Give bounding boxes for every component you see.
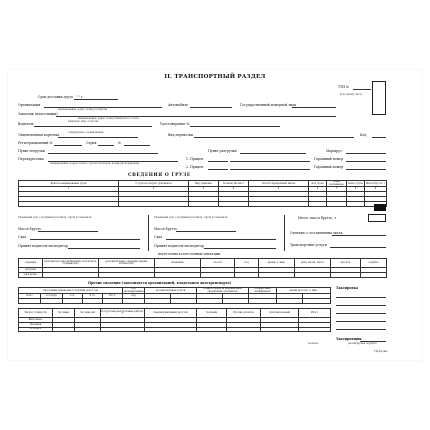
handed-over-field[interactable] bbox=[30, 239, 140, 240]
driver-accepted-label: Принял водитель-экспедитор bbox=[18, 244, 68, 248]
col-number: 1 bbox=[19, 187, 119, 192]
taxation-signer-label: Таксировщик bbox=[336, 337, 362, 341]
driver-label: Водитель bbox=[18, 122, 34, 126]
col-number: 3 bbox=[189, 187, 219, 192]
license-no-field[interactable] bbox=[190, 126, 280, 127]
form-number: ТМ-формы bbox=[374, 350, 388, 353]
unloading-point-field[interactable] bbox=[240, 153, 306, 154]
cargo-table bbox=[18, 180, 387, 207]
garage-no-label-2: Гаражный номер bbox=[314, 165, 344, 169]
license-no-label: Удостоверение № bbox=[160, 122, 190, 126]
code-field[interactable] bbox=[372, 137, 386, 138]
delivery-term-label: Срок доставки груза bbox=[38, 95, 73, 99]
handed-over-label: Сдал bbox=[18, 235, 27, 239]
gross-mass-label-2: Масса брутто bbox=[154, 227, 177, 231]
table-row[interactable]: К оплате bbox=[19, 327, 331, 332]
table-row[interactable]: разгрузка bbox=[19, 272, 387, 277]
col-number: 2 bbox=[119, 187, 189, 192]
reg-no-field[interactable] bbox=[54, 145, 82, 146]
cargo-header: Количество мест bbox=[219, 181, 249, 187]
trailer2-label: 2. Прицеп bbox=[186, 165, 204, 169]
acts-label: Отметки о составленных актах bbox=[290, 231, 343, 235]
driver-field[interactable] bbox=[34, 126, 152, 127]
delivery-term-value[interactable]: " " г. bbox=[76, 95, 84, 99]
route-field[interactable] bbox=[346, 153, 386, 154]
handed-over-field-2[interactable] bbox=[166, 239, 276, 240]
total-mass-label: Итого: масса брутто, т bbox=[298, 216, 337, 220]
handed-over-label-2: Сдал bbox=[154, 235, 163, 239]
driver-accepted-label-2: Принял водитель-экспедитор bbox=[154, 244, 204, 248]
organization-label: Организация bbox=[18, 103, 41, 107]
cargo-header: Номер контейнера bbox=[327, 181, 347, 187]
page-title: II. ТРАНСПОРТНЫЙ РАЗДЕЛ bbox=[164, 74, 266, 80]
cargo-header: Краткое наименование груза bbox=[19, 181, 119, 187]
col-number: 5 bbox=[249, 187, 309, 192]
ttn-label: ТТН № bbox=[338, 85, 350, 89]
cargo-header: Код груза bbox=[309, 181, 327, 187]
calc-table: Расчет стоимости За тонны За тонно-км Погрузочно-разгрузочные работы, т Сверхнормативный простой За время Прочие доплаты Дополнительный Итого Выполнено Расценка К оплате bbox=[18, 308, 331, 332]
cargo-header: Масса брутто, т bbox=[365, 181, 387, 187]
reg-no-label: Регистрационный № bbox=[18, 141, 53, 145]
loading-table: операция исполнитель (автомобильный, получатель, отправитель) дополнительные операции (время, количество) механизм способ код время, ч. мин. дата, месяц, число простоя подпись погрузка разгрузка bbox=[18, 258, 387, 278]
loading-point-field[interactable] bbox=[48, 153, 158, 154]
cargo-header: Класс груза bbox=[347, 181, 365, 187]
transport-type-label: Вид перевозки bbox=[168, 133, 193, 137]
table-row[interactable] bbox=[19, 201, 387, 206]
gross-mass-field[interactable] bbox=[38, 231, 98, 232]
license-card-field[interactable] bbox=[58, 137, 138, 138]
plate-field[interactable] bbox=[292, 107, 336, 108]
putlist-label: К путевому листу bbox=[340, 93, 363, 96]
loading-section-title: ПОГРУЗОЧНО-РАЗГРУЗОЧНЫЕ ОПЕРАЦИИ bbox=[158, 253, 221, 256]
payer-label: Заказчик (плательщик) bbox=[18, 112, 58, 116]
cargo-header: Способ определения массы bbox=[249, 181, 309, 187]
number-field[interactable] bbox=[124, 145, 150, 146]
waybill-sheet: II. ТРАНСПОРТНЫЙ РАЗДЕЛ ТТН № К путевому листу Срок доставки груза " " г. Организация наименование, адрес, номер телефона Автомобиль Государственный номерной знак Заказчик (плательщик) наименование, адрес, номер банковского счета Водитель фамилия, имя, отчество Удостоверение № Лицензионная карточка стандартная, ограниченная Вид перевозки Код Регистрационный № Серия № Пункт погрузки Пункт разгрузки Маршрут Переадресовка наименование и адрес нового грузополучателя, номер распоряжения 1. Прицеп 2. Прицеп Гаражный номер Гаражный номер СВЕДЕНИЯ О ГРУЗЕ Краткое наименование груза С грузом следуют документы Вид упаковки Количество мест Способ определения массы Код груза Номер контейнера Класс груза Масса брутто, т 1 2 3 4 5 6 7 8 9 Указанный груз с исправной пломбой, тарой и упаковкой Указанный груз с исправной пломбой, тарой и упаковкой Масса брутто Масса брутто Сдал Сдал Принял водитель-экспедитор Принял водитель-экспедитор Итого: масса брутто, т Отметки о составленных актах Транспортные услуги ПОГРУЗОЧНО-РАЗГРУЗОЧНЫЕ ОПЕРАЦИИ операция исполнитель (автомобильный, получатель, отправитель) дополнительные операции (время, количество) механизм способ код время, ч. мин. дата, месяц, число простоя подпись погрузка разгрузка Прочие сведения (заполняется организацией, владельцем автотранспорта) Расстояние перевозки по группам дорог, км код экспедирования за транспортные услуги сумма штрафа за неправильное оформление документов поправочный коэффициент время простоя, ч. мин. всего в городе I гр. II гр. III гр. код Таксировка Расчет стоимости За тонны За тонно-км Погрузочно-разгрузочные работы, т Сверхнормативный простой За время Прочие доплаты Дополнительный Итого Выполнено Расценка К оплате Таксировщик подпись расшифровка подписи ТМ-формы bbox=[8, 70, 422, 360]
acts-field[interactable] bbox=[332, 235, 386, 236]
redirect-label: Переадресовка bbox=[18, 157, 44, 161]
transport-services-label: Транспортные услуги bbox=[290, 243, 327, 247]
route-label: Маршрут bbox=[326, 149, 342, 153]
table-row[interactable]: погрузка bbox=[19, 268, 387, 273]
table-row[interactable] bbox=[19, 299, 331, 304]
series-field[interactable] bbox=[98, 145, 114, 146]
col-number: 6 bbox=[309, 187, 327, 192]
mass-total-marker bbox=[374, 204, 386, 211]
col-number: 7 bbox=[327, 187, 347, 192]
total-mass-box[interactable] bbox=[368, 214, 386, 222]
ttn-field[interactable] bbox=[353, 89, 371, 90]
plate-label: Государственный номерной знак bbox=[240, 103, 297, 107]
sealed-cargo-label: Указанный груз с исправной пломбой, тарой и упаковкой bbox=[18, 216, 92, 219]
services-section-title: Прочие сведения (заполняется организацией, владельцем автотранспорта) bbox=[88, 281, 232, 285]
ttn-box bbox=[372, 81, 386, 115]
driver-accepted-field-2[interactable] bbox=[204, 248, 276, 249]
garage-no-field-2[interactable] bbox=[346, 169, 386, 170]
unloading-point-label: Пункт разгрузки bbox=[208, 149, 237, 153]
trailer1-label: 1. Прицеп bbox=[186, 157, 204, 161]
taxation-label: Таксировка bbox=[336, 286, 358, 290]
loading-point-label: Пункт погрузки bbox=[18, 149, 46, 153]
cargo-section-title: СВЕДЕНИЯ О ГРУЗЕ bbox=[128, 173, 191, 178]
trailer1-field[interactable] bbox=[208, 161, 228, 162]
gross-mass-label: Масса брутто bbox=[18, 227, 41, 231]
vehicle-label: Автомобиль bbox=[168, 103, 189, 107]
sealed-cargo-label-2: Указанный груз с исправной пломбой, тарой и упаковкой bbox=[154, 216, 228, 219]
table-row[interactable]: Расценка bbox=[19, 322, 331, 327]
col-number: 9 bbox=[365, 187, 387, 192]
garage-no-field[interactable] bbox=[346, 161, 386, 162]
services-table: Расстояние перевозки по группам дорог, км код экспедирования за транспортные услуги сумма штрафа за неправильное оформление документов поправочный коэффициент время простоя, ч. мин. всего в городе I гр. II гр. III гр. код bbox=[18, 287, 331, 304]
cargo-header: Вид упаковки bbox=[189, 181, 219, 187]
transport-services-field[interactable] bbox=[330, 247, 386, 248]
gross-mass-field-2[interactable] bbox=[176, 231, 236, 232]
vehicle-field[interactable] bbox=[190, 107, 232, 108]
table-row[interactable]: Выполнено bbox=[19, 318, 331, 323]
driver-accepted-field[interactable] bbox=[68, 248, 140, 249]
col-number: 4 bbox=[219, 187, 249, 192]
trailer2-field[interactable] bbox=[208, 169, 228, 170]
garage-no-label: Гаражный номер bbox=[314, 157, 344, 161]
cargo-header: С грузом следуют документы bbox=[119, 181, 189, 187]
series-label: Серия bbox=[86, 141, 97, 145]
number-label: № bbox=[118, 141, 122, 145]
col-number: 8 bbox=[347, 187, 365, 192]
transport-type-field[interactable] bbox=[194, 137, 354, 138]
license-card-label: Лицензионная карточка bbox=[18, 133, 60, 137]
code-label: Код bbox=[360, 133, 367, 137]
